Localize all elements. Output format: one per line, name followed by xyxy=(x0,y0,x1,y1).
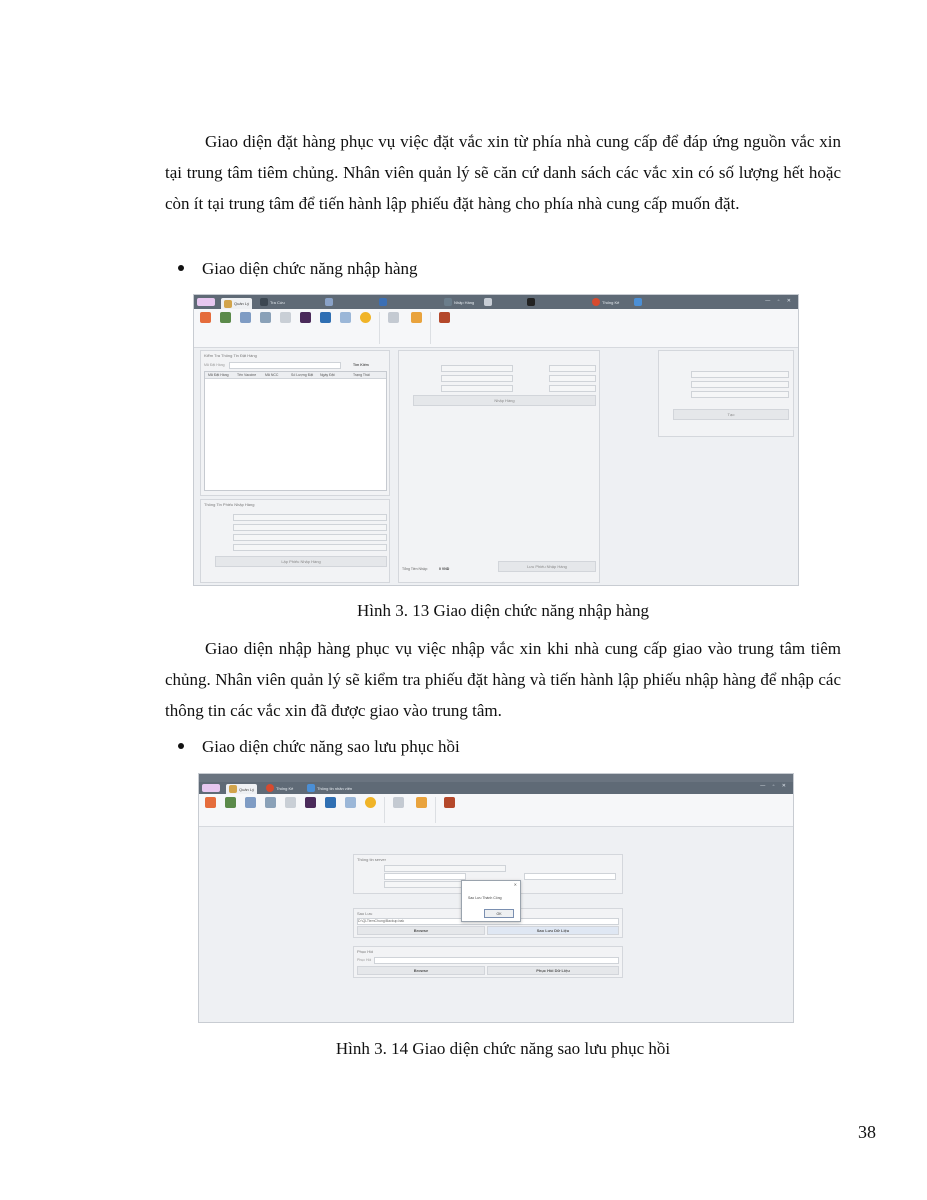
window-controls[interactable]: — ▫ ✕ xyxy=(765,298,794,304)
list-icon xyxy=(260,298,268,306)
detail-field-4[interactable] xyxy=(549,375,596,382)
ribbon-btn-7[interactable] xyxy=(322,797,338,808)
ribbon-btn-4[interactable] xyxy=(257,312,273,323)
col-ngay-dat: Ngày Đặt xyxy=(320,373,335,377)
receipt-field-4[interactable] xyxy=(233,544,387,551)
ribbon-btn-11[interactable] xyxy=(413,797,429,808)
chart-icon xyxy=(527,298,535,306)
ribbon-btn-10[interactable] xyxy=(390,797,406,808)
auth-field[interactable] xyxy=(524,873,616,880)
tool-icon xyxy=(484,298,492,306)
ribbon-btn-8[interactable] xyxy=(342,797,358,808)
people-icon xyxy=(634,298,642,306)
bullet-import-function xyxy=(178,253,418,284)
backup-screenshot xyxy=(198,773,794,1023)
backup-panel-title: Sao Lưu xyxy=(357,911,373,916)
search-panel xyxy=(200,350,390,496)
title-bar xyxy=(199,774,793,782)
bullet-icon xyxy=(178,743,184,749)
ribbon-btn-9[interactable] xyxy=(362,797,378,808)
restore-panel-title: Phục Hồi xyxy=(357,949,374,954)
detail-field-2[interactable] xyxy=(549,365,596,372)
col-trang-thai: Trạng Thái xyxy=(353,373,370,377)
server-field[interactable] xyxy=(384,865,506,872)
app-menu[interactable] xyxy=(202,783,220,793)
tab-2[interactable] xyxy=(325,297,333,307)
bullet-icon xyxy=(178,265,184,271)
ribbon-btn-5[interactable] xyxy=(282,797,298,808)
tab-thong-ke[interactable]: Thống Kê xyxy=(592,297,619,307)
syringe-icon xyxy=(325,298,333,306)
ribbon-btn-1[interactable] xyxy=(197,312,213,323)
ribbon-btn-2[interactable] xyxy=(217,312,233,323)
order-grid[interactable] xyxy=(204,371,387,491)
receipt-field-2[interactable] xyxy=(233,524,387,531)
restore-panel xyxy=(353,946,623,978)
right-field-1[interactable] xyxy=(691,371,789,378)
figure-caption-3-14: Hình 3. 14 Giao diện chức năng sao lưu phục hồi xyxy=(335,1039,671,1058)
import-screenshot xyxy=(193,294,799,586)
user-icon xyxy=(224,300,232,308)
app-menu[interactable] xyxy=(197,297,215,307)
ribbon-btn-3[interactable] xyxy=(237,312,253,323)
tab-5[interactable] xyxy=(484,297,492,307)
save-receipt-button[interactable]: Lưu Phiếu Nhập Hàng xyxy=(498,561,596,572)
col-ma-dat-hang: Mã Đặt Hàng xyxy=(208,373,229,377)
receipt-panel-title: Thông Tin Phiếu Nhập Hàng xyxy=(204,502,255,507)
bullet-text: Giao diện chức năng nhập hàng xyxy=(202,259,418,278)
user-icon xyxy=(229,785,237,793)
right-panel xyxy=(658,350,794,437)
receipt-field-3[interactable] xyxy=(233,534,387,541)
create-receipt-button[interactable]: Lập Phiếu Nhập Hàng xyxy=(215,556,387,567)
tab-thong-tin-nhan-vien[interactable]: Thông tin nhân viên xyxy=(307,783,352,793)
ribbon-btn-11[interactable] xyxy=(408,312,424,323)
window-controls[interactable]: — ▫ ✕ xyxy=(760,783,789,789)
ribbon-btn-2[interactable] xyxy=(222,797,238,808)
right-field-2[interactable] xyxy=(691,381,789,388)
backup-browse-button[interactable]: Browse xyxy=(357,926,485,935)
col-so-luong: Số Lượng Đặt xyxy=(291,373,314,377)
tab-quan-ly[interactable]: Quản Lý xyxy=(221,298,252,309)
paragraph-order-interface: Giao diện đặt hàng phục vụ việc đặt vắc xin từ phía nhà cung cấp để đáp ứng nguồn vắc xin tại trung tâm tiêm chủng. Nhân viên quản lý sẽ căn cứ danh sách các vắc xin có số lượng hết hoặc còn ít tại trung tâm để tiến hành lập phiếu đặt hàng cho phía nhà cung cấp muốn đặt. xyxy=(165,132,841,213)
total-label: Tổng Tiền Nhập: xyxy=(402,567,428,571)
restore-path-label: Phục Hồi xyxy=(357,958,372,962)
search-label: Mã Đặt Hàng xyxy=(204,363,225,367)
detail-field-6[interactable] xyxy=(549,385,596,392)
search-input[interactable] xyxy=(229,362,341,369)
grid-header xyxy=(205,372,386,379)
tab-nhap-hang[interactable]: Nhập Hàng xyxy=(444,297,474,307)
search-button[interactable]: Tìm Kiếm xyxy=(353,363,369,367)
tab-quan-ly[interactable]: Quản Lý xyxy=(226,784,257,794)
detail-field-5[interactable] xyxy=(441,385,513,392)
col-ten-vaccine: Tên Vaccine xyxy=(237,373,257,377)
tab-8[interactable] xyxy=(634,297,642,307)
import-button[interactable]: Nhập Hàng xyxy=(413,395,596,406)
restore-path-input[interactable] xyxy=(374,957,619,964)
truck-icon xyxy=(444,298,452,306)
total-value: 0 VND xyxy=(439,567,450,571)
ribbon-btn-10[interactable] xyxy=(385,312,401,323)
dialog-ok-button[interactable]: OK xyxy=(484,909,514,918)
tab-6[interactable] xyxy=(527,297,535,307)
ribbon-btn-12[interactable] xyxy=(441,797,457,808)
detail-field-3[interactable] xyxy=(441,375,513,382)
ribbon-btn-4[interactable] xyxy=(262,797,278,808)
receipt-panel xyxy=(200,499,390,583)
tab-3[interactable] xyxy=(379,297,387,307)
tab-thong-ke[interactable]: Thống Kê xyxy=(266,783,293,793)
ribbon-btn-7[interactable] xyxy=(317,312,333,323)
monitor-icon xyxy=(379,298,387,306)
restore-data-button[interactable]: Phục Hồi Dữ Liệu xyxy=(487,966,619,975)
right-field-3[interactable] xyxy=(691,391,789,398)
col-ma-ncc: Mã NCC xyxy=(265,373,279,377)
bullet-backup-function xyxy=(178,731,460,762)
ribbon-btn-6[interactable] xyxy=(297,312,313,323)
ribbon xyxy=(194,309,798,348)
detail-field-1[interactable] xyxy=(441,365,513,372)
ribbon-btn-12[interactable] xyxy=(436,312,452,323)
figure-caption-3-13: Hình 3. 13 Giao diện chức năng nhập hàng xyxy=(356,601,649,620)
ribbon-btn-1[interactable] xyxy=(202,797,218,808)
pie-chart-icon xyxy=(592,298,600,306)
server-panel-title: Thông tin server xyxy=(357,857,386,862)
right-create-button[interactable]: Tạo xyxy=(673,409,789,420)
ribbon-btn-5[interactable] xyxy=(277,312,293,323)
page-number: 38 xyxy=(858,1122,876,1142)
db-field[interactable] xyxy=(384,873,466,880)
ribbon-btn-3[interactable] xyxy=(242,797,258,808)
backup-path-input[interactable]: D:\QLTiemChung\Backup.bak xyxy=(357,918,619,925)
bullet-text: Giao diện chức năng sao lưu phục hồi xyxy=(202,737,460,756)
pie-chart-icon xyxy=(266,784,274,792)
ribbon-btn-6[interactable] xyxy=(302,797,318,808)
tab-bar xyxy=(194,295,798,309)
restore-browse-button[interactable]: Browse xyxy=(357,966,485,975)
ribbon-btn-9[interactable] xyxy=(357,312,373,323)
ribbon xyxy=(199,794,793,827)
close-icon[interactable]: ✕ xyxy=(513,882,517,887)
import-detail-panel xyxy=(398,350,600,583)
people-icon xyxy=(307,784,315,792)
tab-tra-cuu[interactable]: Tra Cứu xyxy=(260,297,285,307)
tab-bar xyxy=(199,782,793,794)
success-dialog xyxy=(461,880,521,922)
paragraph-import-interface: Giao diện nhập hàng phục vụ việc nhập vắc xin khi nhà cung cấp giao vào trung tâm tiêm chủng. Nhân viên quản lý sẽ kiểm tra phiếu đặt hàng và tiến hành lập phiếu nhập hàng để nhập các thông tin các vắc xin đã được giao vào trung tâm. xyxy=(165,639,841,720)
receipt-field-1[interactable] xyxy=(233,514,387,521)
dialog-message: Sao Lưu Thành Công xyxy=(468,896,502,900)
search-panel-title: Kiểm Tra Thông Tin Đặt Hàng xyxy=(204,353,257,358)
ribbon-btn-8[interactable] xyxy=(337,312,353,323)
backup-data-button[interactable]: Sao Lưu Dữ Liệu xyxy=(487,926,619,935)
